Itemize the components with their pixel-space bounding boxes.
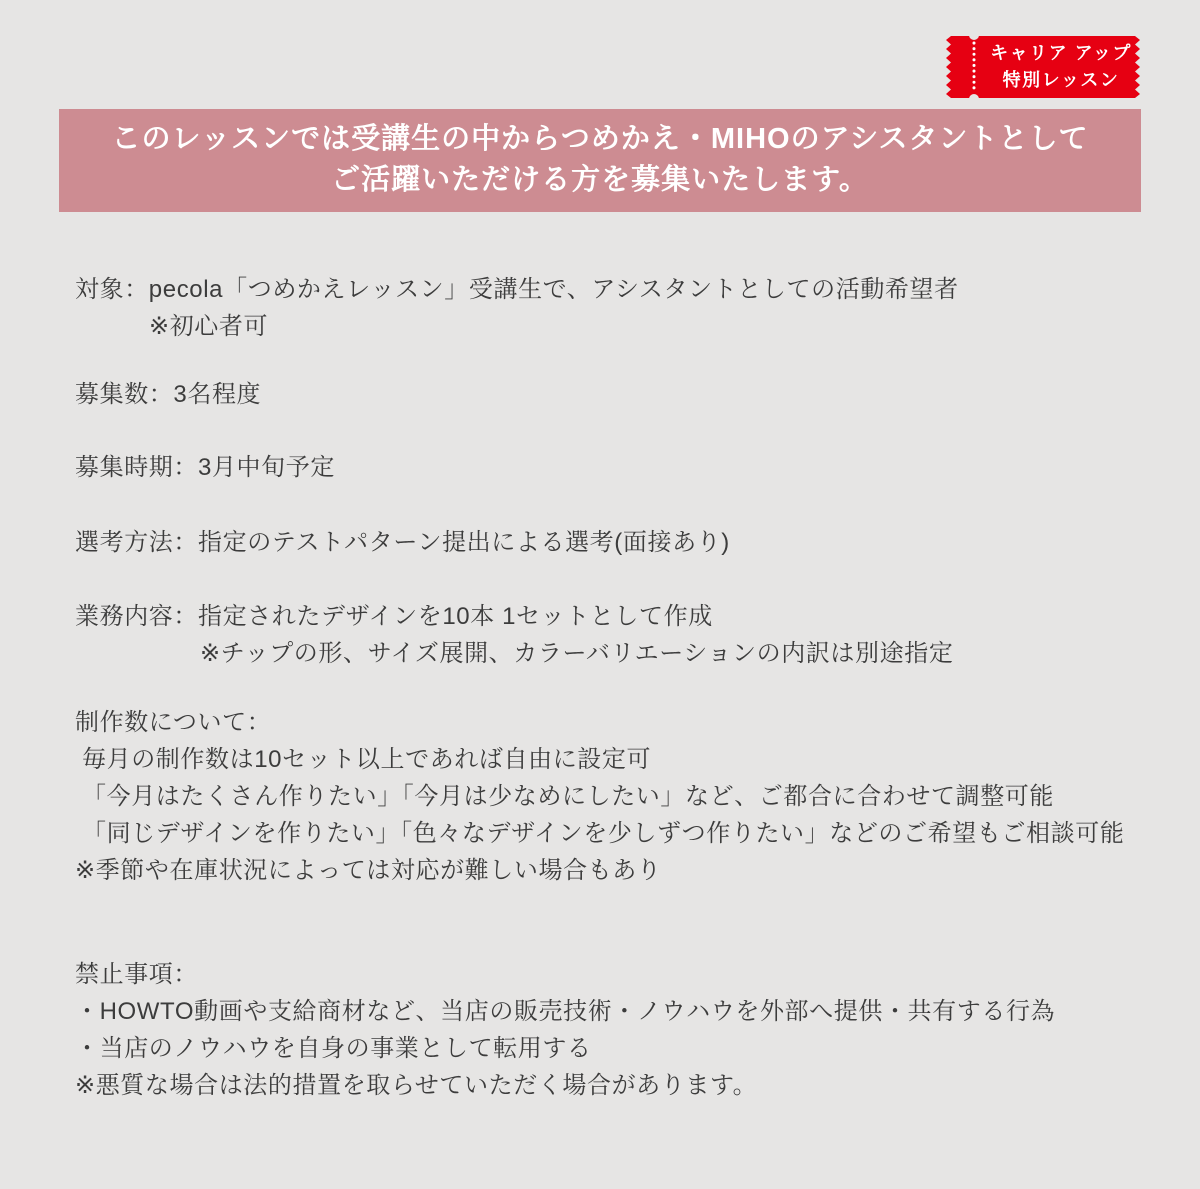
text-line: 募集数：3名程度 xyxy=(75,381,262,408)
headline-line2: ご活躍いただける方を募集いたします。 xyxy=(331,164,869,196)
ticket-label-line2: 特別レッスン xyxy=(1002,70,1120,90)
section-count xyxy=(75,376,1185,413)
headline-line1: このレッスンでは受講生の中からつめかえ・MIHOのアシスタントとして xyxy=(111,123,1089,155)
body-content xyxy=(75,271,1185,1104)
text-line: ・当店のノウハウを自身の事業として転用する xyxy=(75,1035,592,1062)
section-selection xyxy=(75,524,1185,561)
text-line: 選考方法：指定のテストパターン提出による選考(面接あり) xyxy=(75,529,730,556)
ticket-label xyxy=(979,36,1143,98)
text-line: 制作数について： xyxy=(75,709,272,736)
career-up-ticket-badge xyxy=(943,36,1143,98)
headline-banner xyxy=(59,109,1141,212)
text-line: 「今月はたくさん作りたい」「今月は少なめにしたい」など、ご都合に合わせて調整可能 xyxy=(82,783,1054,810)
text-line: 対象：pecola「つめかえレッスン」受講生で、アシスタントとしての活動希望者 xyxy=(75,276,959,303)
ticket-label-line1: キャリア アップ xyxy=(990,43,1132,63)
text-line: 業務内容：指定されたデザインを10本 1セットとして作成 xyxy=(75,603,713,630)
section-period xyxy=(75,449,1185,486)
text-line: ※季節や在庫状況によっては対応が難しい場合もあり xyxy=(75,857,662,884)
section-prohibited xyxy=(75,956,1185,1104)
text-line: ※悪質な場合は法的措置を取らせていただく場合があります。 xyxy=(75,1072,758,1099)
text-line: 募集時期：3月中旬予定 xyxy=(75,454,335,481)
text-line: ・HOWTO動画や支給商材など、当店の販売技術・ノウハウを外部へ提供・共有する行為 xyxy=(75,998,1056,1025)
text-line: 禁止事項： xyxy=(75,961,198,988)
section-work xyxy=(75,598,1185,672)
text-line: 「同じデザインを作りたい」「色々なデザインを少しずつ作りたい」などのご希望もご相談可能 xyxy=(82,820,1125,847)
text-line: ※初心者可 xyxy=(149,313,269,340)
text-line: 毎月の制作数は10セット以上であれば自由に設定可 xyxy=(82,746,652,773)
section-production xyxy=(75,704,1185,889)
text-line: ※チップの形、サイズ展開、カラーバリエーションの内訳は別途指定 xyxy=(200,640,954,667)
section-target xyxy=(75,271,1185,345)
